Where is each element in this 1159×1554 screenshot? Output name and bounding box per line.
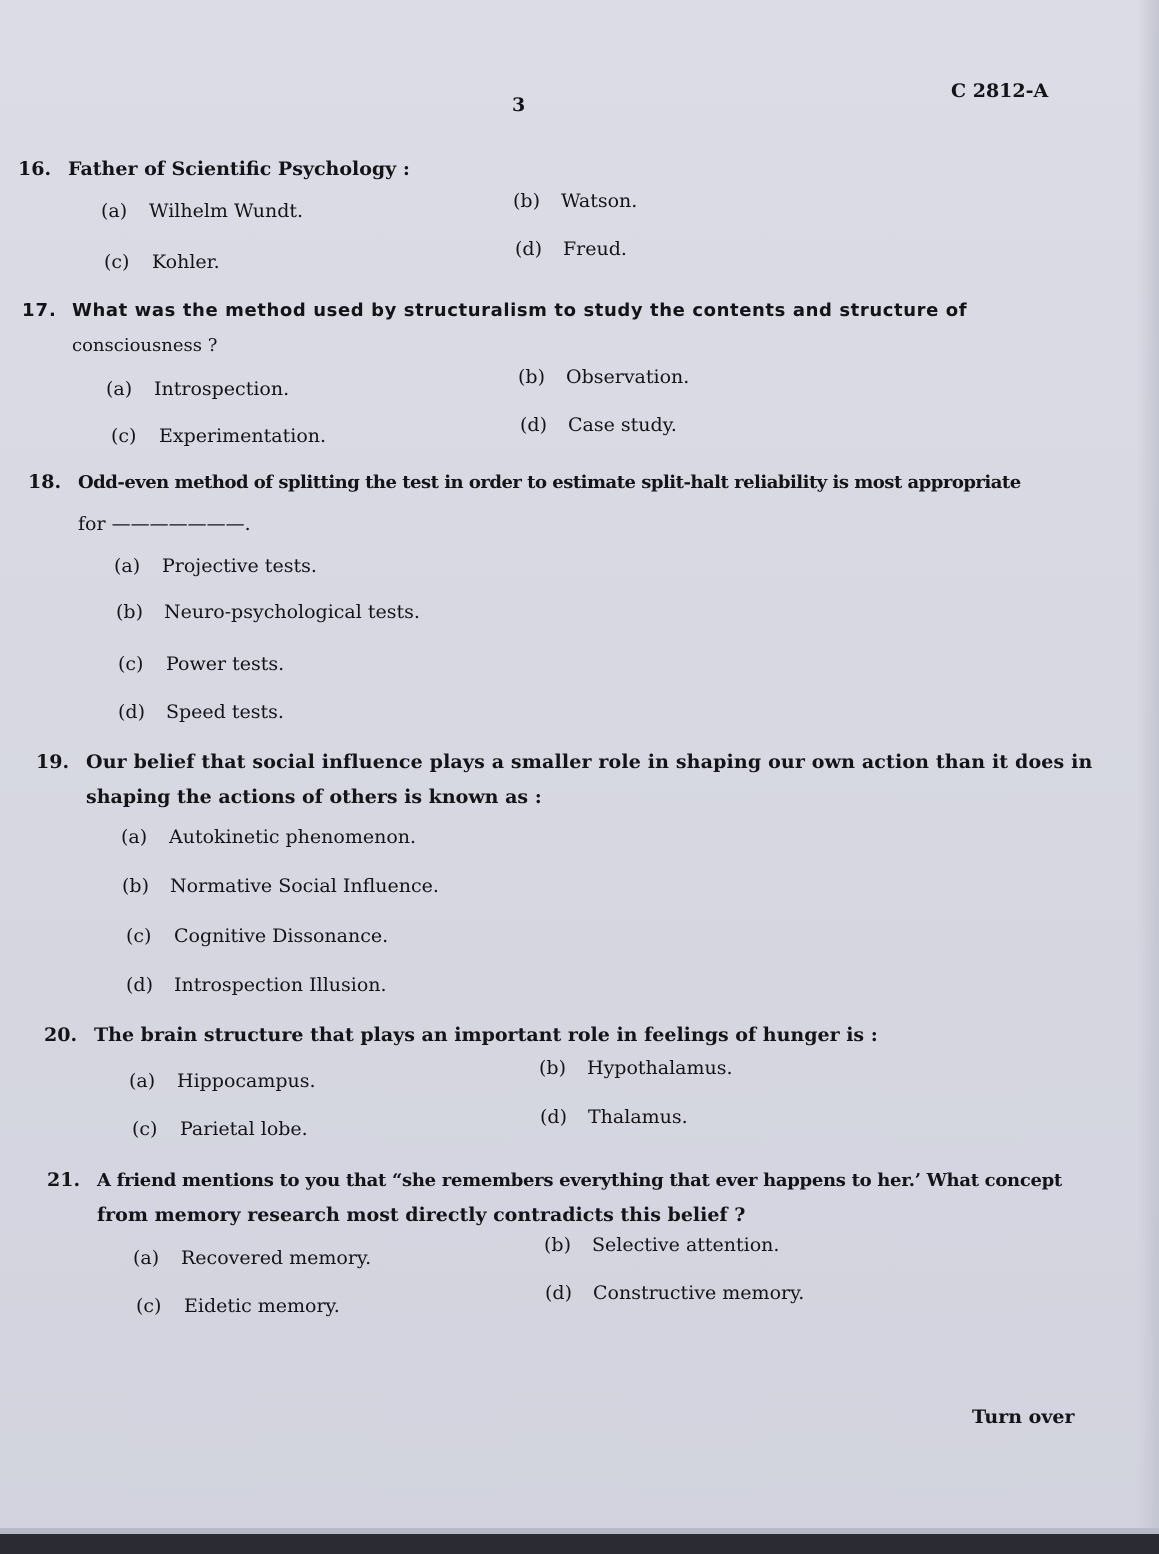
page-bottom-edge — [0, 1534, 1159, 1554]
option-21d[interactable] — [545, 1282, 804, 1304]
option-label: (d) — [520, 414, 547, 436]
paper-code: C 2812-A — [951, 80, 1049, 102]
turn-over-label: Turn over — [972, 1406, 1075, 1428]
option-label: (a) — [101, 200, 128, 222]
question-number: 16. — [18, 158, 52, 180]
option-text: Kohler. — [152, 251, 220, 273]
option-label: (c) — [104, 251, 130, 273]
option-label: (b) — [539, 1057, 566, 1079]
question-text: What was the method used by structuralism to study the contents and structure of — [72, 300, 968, 321]
question-21 — [47, 1163, 1097, 1243]
option-17d[interactable] — [520, 414, 677, 436]
question-number: 21. — [47, 1169, 81, 1191]
option-16c[interactable] — [104, 251, 220, 273]
option-label: (b) — [518, 366, 545, 388]
question-number: 17. — [22, 300, 57, 321]
option-label: (b) — [116, 601, 143, 623]
option-text: Parietal lobe. — [180, 1118, 308, 1140]
option-text: Autokinetic phenomenon. — [169, 826, 417, 848]
option-19c[interactable] — [126, 925, 388, 947]
option-label: (c) — [136, 1295, 162, 1317]
option-text: Eidetic memory. — [184, 1295, 340, 1317]
option-20d[interactable] — [540, 1106, 688, 1128]
option-text: Freud. — [563, 238, 627, 260]
question-20 — [44, 1018, 1044, 1058]
option-text: Speed tests. — [166, 701, 284, 723]
option-text: Hippocampus. — [177, 1070, 316, 1092]
option-text: Watson. — [561, 190, 638, 212]
option-21c[interactable] — [136, 1295, 340, 1317]
option-label: (d) — [545, 1282, 572, 1304]
option-label: (b) — [513, 190, 540, 212]
option-18a[interactable] — [114, 555, 317, 577]
option-text: Introspection. — [154, 378, 290, 400]
option-text: Observation. — [566, 366, 690, 388]
question-text-line2: shaping the actions of others is known as : — [86, 786, 542, 808]
page-right-edge — [1137, 0, 1159, 1554]
question-text: Father of Scientific Psychology : — [68, 158, 410, 180]
option-18c[interactable] — [118, 653, 284, 675]
option-text: Hypothalamus. — [587, 1057, 733, 1079]
question-text-line2: for ———————. — [78, 513, 251, 535]
option-21a[interactable] — [133, 1247, 371, 1269]
option-label: (d) — [515, 238, 542, 260]
question-number: 18. — [28, 471, 62, 493]
option-17b[interactable] — [518, 366, 689, 388]
question-text-line2: consciousness ? — [72, 335, 218, 356]
option-label: (c) — [126, 925, 152, 947]
option-label: (a) — [129, 1070, 156, 1092]
option-label: (a) — [133, 1247, 160, 1269]
option-label: (a) — [106, 378, 133, 400]
option-text: Recovered memory. — [181, 1247, 372, 1269]
option-text: Normative Social Influence. — [170, 875, 439, 897]
question-18 — [28, 465, 1078, 545]
option-text: Thalamus. — [588, 1106, 688, 1128]
question-17 — [22, 293, 1082, 373]
option-label: (d) — [118, 701, 145, 723]
option-label: (c) — [118, 653, 144, 675]
option-19b[interactable] — [122, 875, 439, 897]
option-label: (a) — [121, 826, 148, 848]
option-19a[interactable] — [121, 826, 416, 848]
option-text: Selective attention. — [592, 1234, 780, 1256]
option-text: Wilhelm Wundt. — [149, 200, 304, 222]
option-16d[interactable] — [515, 238, 627, 260]
option-20a[interactable] — [129, 1070, 316, 1092]
option-label: (b) — [544, 1234, 571, 1256]
option-18d[interactable] — [118, 701, 284, 723]
option-text: Power tests. — [166, 653, 285, 675]
question-number: 20. — [44, 1024, 78, 1046]
option-20b[interactable] — [539, 1057, 733, 1079]
option-18b[interactable] — [116, 601, 420, 623]
page-number: 3 — [512, 94, 526, 116]
option-label: (b) — [122, 875, 149, 897]
question-number: 19. — [36, 751, 70, 773]
option-17a[interactable] — [106, 378, 289, 400]
option-label: (d) — [540, 1106, 567, 1128]
question-text: Our belief that social influence plays a smaller role in shaping our own action than it does in — [86, 751, 1093, 773]
option-19d[interactable] — [126, 974, 387, 996]
option-17c[interactable] — [111, 425, 326, 447]
option-text: Constructive memory. — [593, 1282, 805, 1304]
option-label: (a) — [114, 555, 141, 577]
option-text: Introspection Illusion. — [174, 974, 387, 996]
option-text: Cognitive Dissonance. — [174, 925, 389, 947]
option-label: (c) — [132, 1118, 158, 1140]
option-text: Case study. — [568, 414, 677, 436]
option-text: Projective tests. — [162, 555, 317, 577]
option-21b[interactable] — [544, 1234, 779, 1256]
option-label: (c) — [111, 425, 137, 447]
question-text: A friend mentions to you that “she remembers everything that ever happens to her.’ What concept — [97, 1170, 1062, 1191]
option-20c[interactable] — [132, 1118, 308, 1140]
option-16b[interactable] — [513, 190, 637, 212]
question-19 — [36, 745, 1093, 825]
option-16a[interactable] — [101, 200, 303, 222]
option-text: Neuro-psychological tests. — [164, 601, 420, 623]
question-text: The brain structure that plays an important role in feelings of hunger is : — [94, 1024, 878, 1046]
option-text: Experimentation. — [159, 425, 327, 447]
question-text: Odd-even method of splitting the test in order to estimate split-halt reliability is most appropriate — [78, 472, 1021, 493]
question-text-line2: from memory research most directly contradicts this belief ? — [97, 1204, 746, 1226]
option-label: (d) — [126, 974, 153, 996]
